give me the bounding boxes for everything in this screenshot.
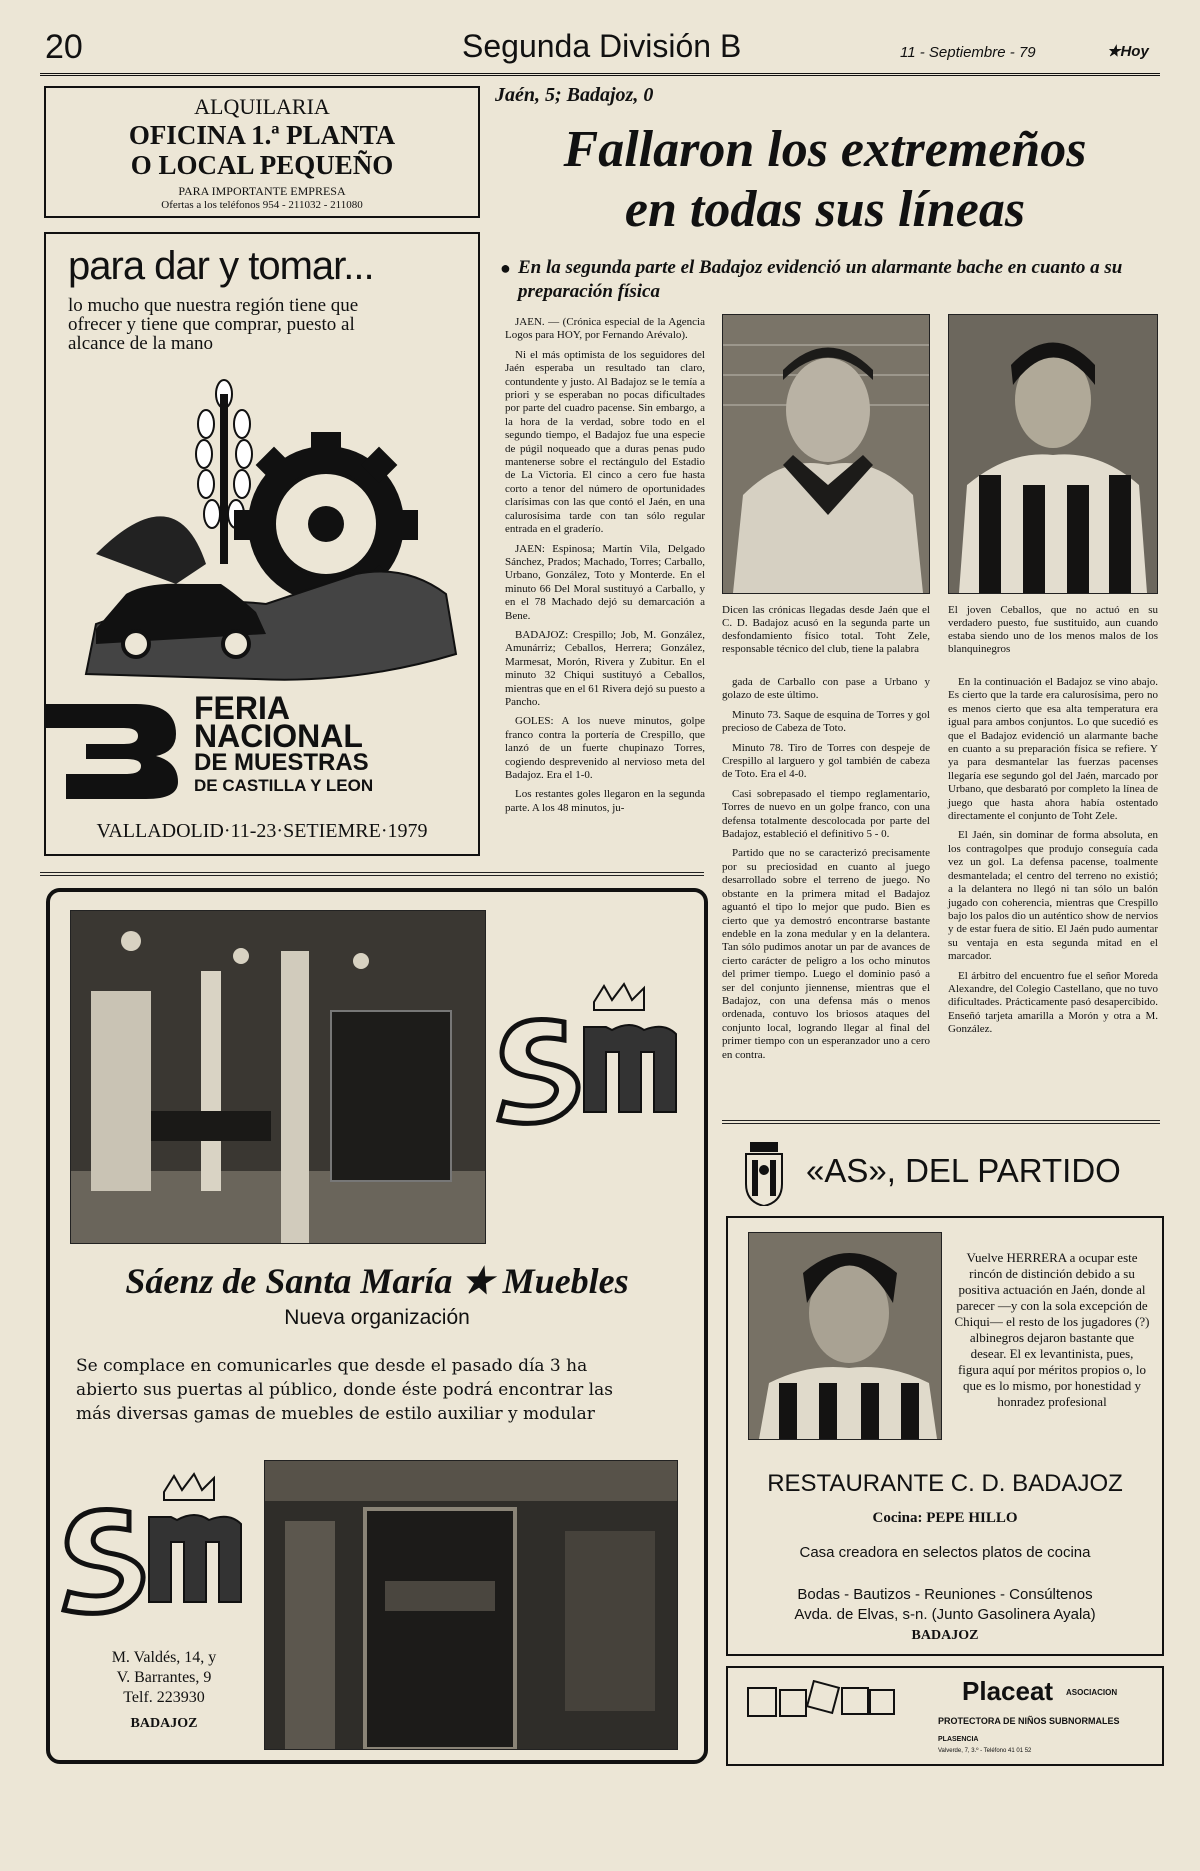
furniture-phone: Telf. 223930 (123, 1689, 205, 1706)
article-paragraph: Minuto 73. Saque de esquina de Torres y gol precioso de Cabeza de Toto. (722, 708, 930, 735)
right-section-rule (722, 1120, 1160, 1124)
feria-logo-mark (46, 694, 186, 804)
feria-name (194, 690, 374, 796)
article-paragraph: GOLES: A los nueve minutos, golpe franco contra la portería de Crespillo, que lanzó de un fuerte chupinazo Torres, cogiendo desprevenido al nervioso meta del Badajoz. Era el 1-0. (505, 715, 705, 781)
article-paragraph: gada de Carballo con pase a Urbano y golazo de este último. (722, 676, 930, 702)
feria-footer: VALLADOLID·11-23·SETIEMRE·1979 (96, 820, 428, 842)
article-kicker: Jaén, 5; Badajoz, 0 (495, 84, 654, 106)
badajoz-crest-icon (742, 1140, 786, 1206)
blocks-icon (746, 1680, 896, 1720)
article-paragraph: JAEN. — (Crónica especial de la Agencia Logos para HOY, por Fernando Arévalo). (505, 316, 705, 342)
feria-name-line4: DE CASTILLA Y LEON (194, 776, 374, 795)
feria-name-line1: FERIA (194, 690, 290, 726)
article-column-3 (948, 676, 1158, 1043)
photo-ceballos (948, 314, 1158, 594)
rental-ad-phones: Ofertas a los teléfonos 954 - 211032 - 211080 (161, 199, 363, 211)
article-title-line1: Fallaron los extremeños (563, 121, 1087, 178)
article-paragraph: Casi sobrepasado el tiempo reglamentario, Torres de nuevo en un golpe franco, con una defensa totalmente descolocada por parte del Badajoz, estableció el definitivo 5 - 0. (722, 787, 930, 841)
restaurant-name: RESTAURANTE C. D. BADAJOZ (767, 1470, 1123, 1497)
article-paragraph: En la continuación el Badajoz se vino abajo. Es cierto que la tarde era calurosísima, pero no es menos cierto que esa alta temperatura era igual para ambos conjuntos. Lo que sucedió es que el Badajoz evidenció un alarmante bache en cuanto a su preparación física se refiere. Y ya para desmantelar las fuerzas pacenses llegaría ese segundo gol del Jaén, marcado por Urbano, que desbarató por completo la línea de juego que hasta ahora había ostentado directamente el conjunto de Toht Zele. (948, 676, 1158, 823)
caption-ceballos: El joven Ceballos, que no actuó en su verdadero puesto, fue sustituido, aun cuando estaba siendo uno de los menos malos de los blanquinegros (948, 604, 1158, 655)
page-number: 20 (45, 28, 83, 66)
section-title: Segunda División B (462, 28, 742, 64)
wheat-gear-hand-illustration (56, 354, 472, 684)
rental-ad-line3: O LOCAL PEQUEÑO (130, 150, 394, 180)
furniture-title: Sáenz de Santa María ★ Muebles (125, 1261, 629, 1301)
rental-ad (44, 86, 480, 218)
furniture-address-line1: M. Valdés, 14, y (111, 1649, 217, 1666)
sm-monogram-crown-logo-small (54, 1472, 254, 1622)
rental-ad-line4: PARA IMPORTANTE EMPRESA (178, 184, 346, 198)
article-title-line2: en todas sus líneas (624, 181, 1026, 238)
article-title (495, 120, 1155, 240)
restaurant-services: Bodas - Bautizos - Reuniones - Consúltenos (797, 1586, 1093, 1603)
furniture-city: BADAJOZ (130, 1716, 198, 1731)
article-paragraph: JAEN: Espinosa; Martín Vila, Delgado Sánchez, Prados; Machado, Torres; Carballo, Urbano, González, Toto y Monterde. En el minuto 66 Del Moral sustituyó a Carballo, y en el 78 Machado dejó su demarcación a Bene. (505, 542, 705, 622)
placeat-city: PLASENCIA (938, 1736, 979, 1743)
article-paragraph: Los restantes goles llegaron en la segunda parte. A los 48 minutos, ju- (505, 788, 705, 814)
placeat-ad (726, 1666, 1164, 1766)
article-paragraph: El árbitro del encuentro fue el señor Moreda Alexandre, del Colegio Castellano, que no tuvo dificultades. Prácticamente pasó desapercibido. Enseñó tarjeta amarilla a Morón y otra a M. González. (948, 969, 1158, 1036)
photo-coach-image (723, 315, 929, 593)
left-section-rule (40, 872, 704, 876)
article-paragraph: El Jaén, sin dominar de forma absoluta, en los contragolpes que produjo conseguía cada vez un gol. La defensa pacense, toalmente desmantelada; el centro del terreno no existió; a la delantera no llegó ni tan sólo un balón jugado con coherencia, mientras que Crespillo bajo los palos dio un auténtico show de nervios y de estar fuera de sitio. El Jaén pudo aumentar su ventaja en esta segunda mitad en el marcador. (948, 829, 1158, 963)
placeat-assoc: ASOCIACION (1066, 1688, 1118, 1697)
photo-ceballos-image (949, 315, 1157, 593)
article-subhead: En la segunda parte el Badajoz evidenció un alarmante bache en cuanto a su preparación física (518, 257, 1123, 302)
header-rule (40, 73, 1160, 76)
furniture-ad (46, 888, 708, 1764)
restaurant-address: Avda. de Elvas, s-n. (Junto Gasolinera Ayala) (794, 1606, 1096, 1623)
photo-herrera (748, 1232, 942, 1440)
placeat-name: Placeat (962, 1676, 1054, 1706)
furniture-address (64, 1648, 264, 1734)
restaurant-tagline: Casa creadora en selectos platos de cocina (799, 1544, 1091, 1561)
furniture-address-line2: V. Barrantes, 9 (116, 1669, 212, 1686)
feria-ad (44, 232, 480, 856)
photo-showroom-2-image (265, 1461, 677, 1749)
rental-ad-line1: ALQUILARIA (194, 94, 330, 119)
feria-subtext: lo mucho que nuestra región tiene que ofrecer y tiene que comprar, puesto al alcance de la mano (68, 295, 359, 354)
photo-coach (722, 314, 930, 594)
article-column-2 (722, 676, 930, 1068)
newspaper-logo: ★Hoy (1107, 43, 1149, 60)
subhead-bullet: ● (500, 258, 511, 278)
rental-ad-line2: OFICINA 1.ª PLANTA (128, 120, 396, 150)
as-del-partido-box (726, 1216, 1164, 1656)
sm-monogram-crown-logo (494, 982, 684, 1132)
photo-showroom-2 (264, 1460, 678, 1750)
feria-headline: para dar y tomar... (68, 244, 374, 288)
placeat-desc: PROTECTORA DE NIÑOS SUBNORMALES (938, 1716, 1120, 1726)
furniture-subtitle: Nueva organización (284, 1306, 470, 1329)
article-paragraph: BADAJOZ: Crespillo; Job, M. González, Amunárriz; Ceballos, Herrera; González, Marmesat, Morón, Rivera y Zubitur. En el minuto 32 Chiqui sustituyó a Ceballos, mientras que en el 61 Rivera dejó su puesto a Pancho. (505, 628, 705, 708)
photo-showroom-1 (70, 910, 486, 1244)
furniture-body: Se complace en comunicarles que desde el pasado día 3 ha abierto sus puertas al público, donde éste podrá encontrar las más diversas gamas de muebles de estilo auxiliar y modular (76, 1356, 613, 1424)
article-paragraph: Minuto 78. Tiro de Torres con despeje de Crespillo al larguero y gol también de cabeza de Toto. Era el 4-0. (722, 741, 930, 781)
article-paragraph: Ni el más optimista de los seguidores del Jaén esperaba un resultado tan claro, contundente y justo. Al Badajoz se le temía a priori y se esperaban no pocas dificultades por parte del cuadro pacense. Sin embargo, a la hora de la verdad, sobre todo en el segundo tiempo, el Badajoz fue una especie de púgil noqueado que a duras penas pudo mantenerse sobre el rectángulo del Estadio de La Victoria. El cinco a cero fue hasta corto a tenor del número de oportunidades clarísimas con las que contó el Jaén, en una calurosísima tarde con tan sólo regular entrada en el graderío. (505, 348, 705, 536)
as-del-partido-text: Vuelve HERRERA a ocupar este rincón de distinción debido a su positiva actuación en Jaén, donde al parecer —y con la sola excepción de Chiqui— el resto de los jugadores (?) albinegros dejaron bastante que desear. El ex levantinista, pues, figura aquí por méritos propios o, lo que es lo mismo, por honestidad y honradez profesional (954, 1250, 1150, 1409)
restaurant-chef: Cocina: PEPE HILLO (872, 1510, 1018, 1526)
article-paragraph: Partido que no se caracterizó precisamente por su preciosidad en cuanto al juego desarrollado sobre el terreno de juego. No obstante en la primera mitad el Badajoz aguantó el tipo lo mejor que pudo. Bien es cierto que ya demostró encontrarse bastante endeble en la zona medular y en la delantera. Tan sólo pudimos anotar un par de avances de cierto carácter de peligro a los ocho minutos del primer tiempo. Luego el dominio pasó a ser del conjunto jiennense, mientras que el Badajoz, con una defensa más o menos ordenada, contuvo los briosos ataques del conjunto local, logrando llegar al final del primer tiempo con un esperanzador uno a cero en contra. (722, 847, 930, 1061)
article-column-1 (505, 316, 705, 821)
feria-name-line2: NACIONAL (194, 718, 363, 754)
photo-showroom-1-image (71, 911, 485, 1243)
issue-date: 11 - Septiembre - 79 (900, 44, 1036, 61)
restaurant-city: BADAJOZ (911, 1628, 979, 1643)
caption-coach: Dicen las crónicas llegadas desde Jaén que el C. D. Badajoz acusó en la segunda parte un desfondamiento físico total. Toht Zele, responsable técnico del club, tiene la palabra (722, 604, 930, 655)
feria-name-line3: DE MUESTRAS (194, 749, 369, 776)
as-del-partido-title: «AS», DEL PARTIDO (806, 1152, 1121, 1189)
photo-herrera-image (749, 1233, 941, 1439)
placeat-address: Valverde, 7, 3.º - Teléfono 41 01 52 (938, 1748, 1032, 1754)
